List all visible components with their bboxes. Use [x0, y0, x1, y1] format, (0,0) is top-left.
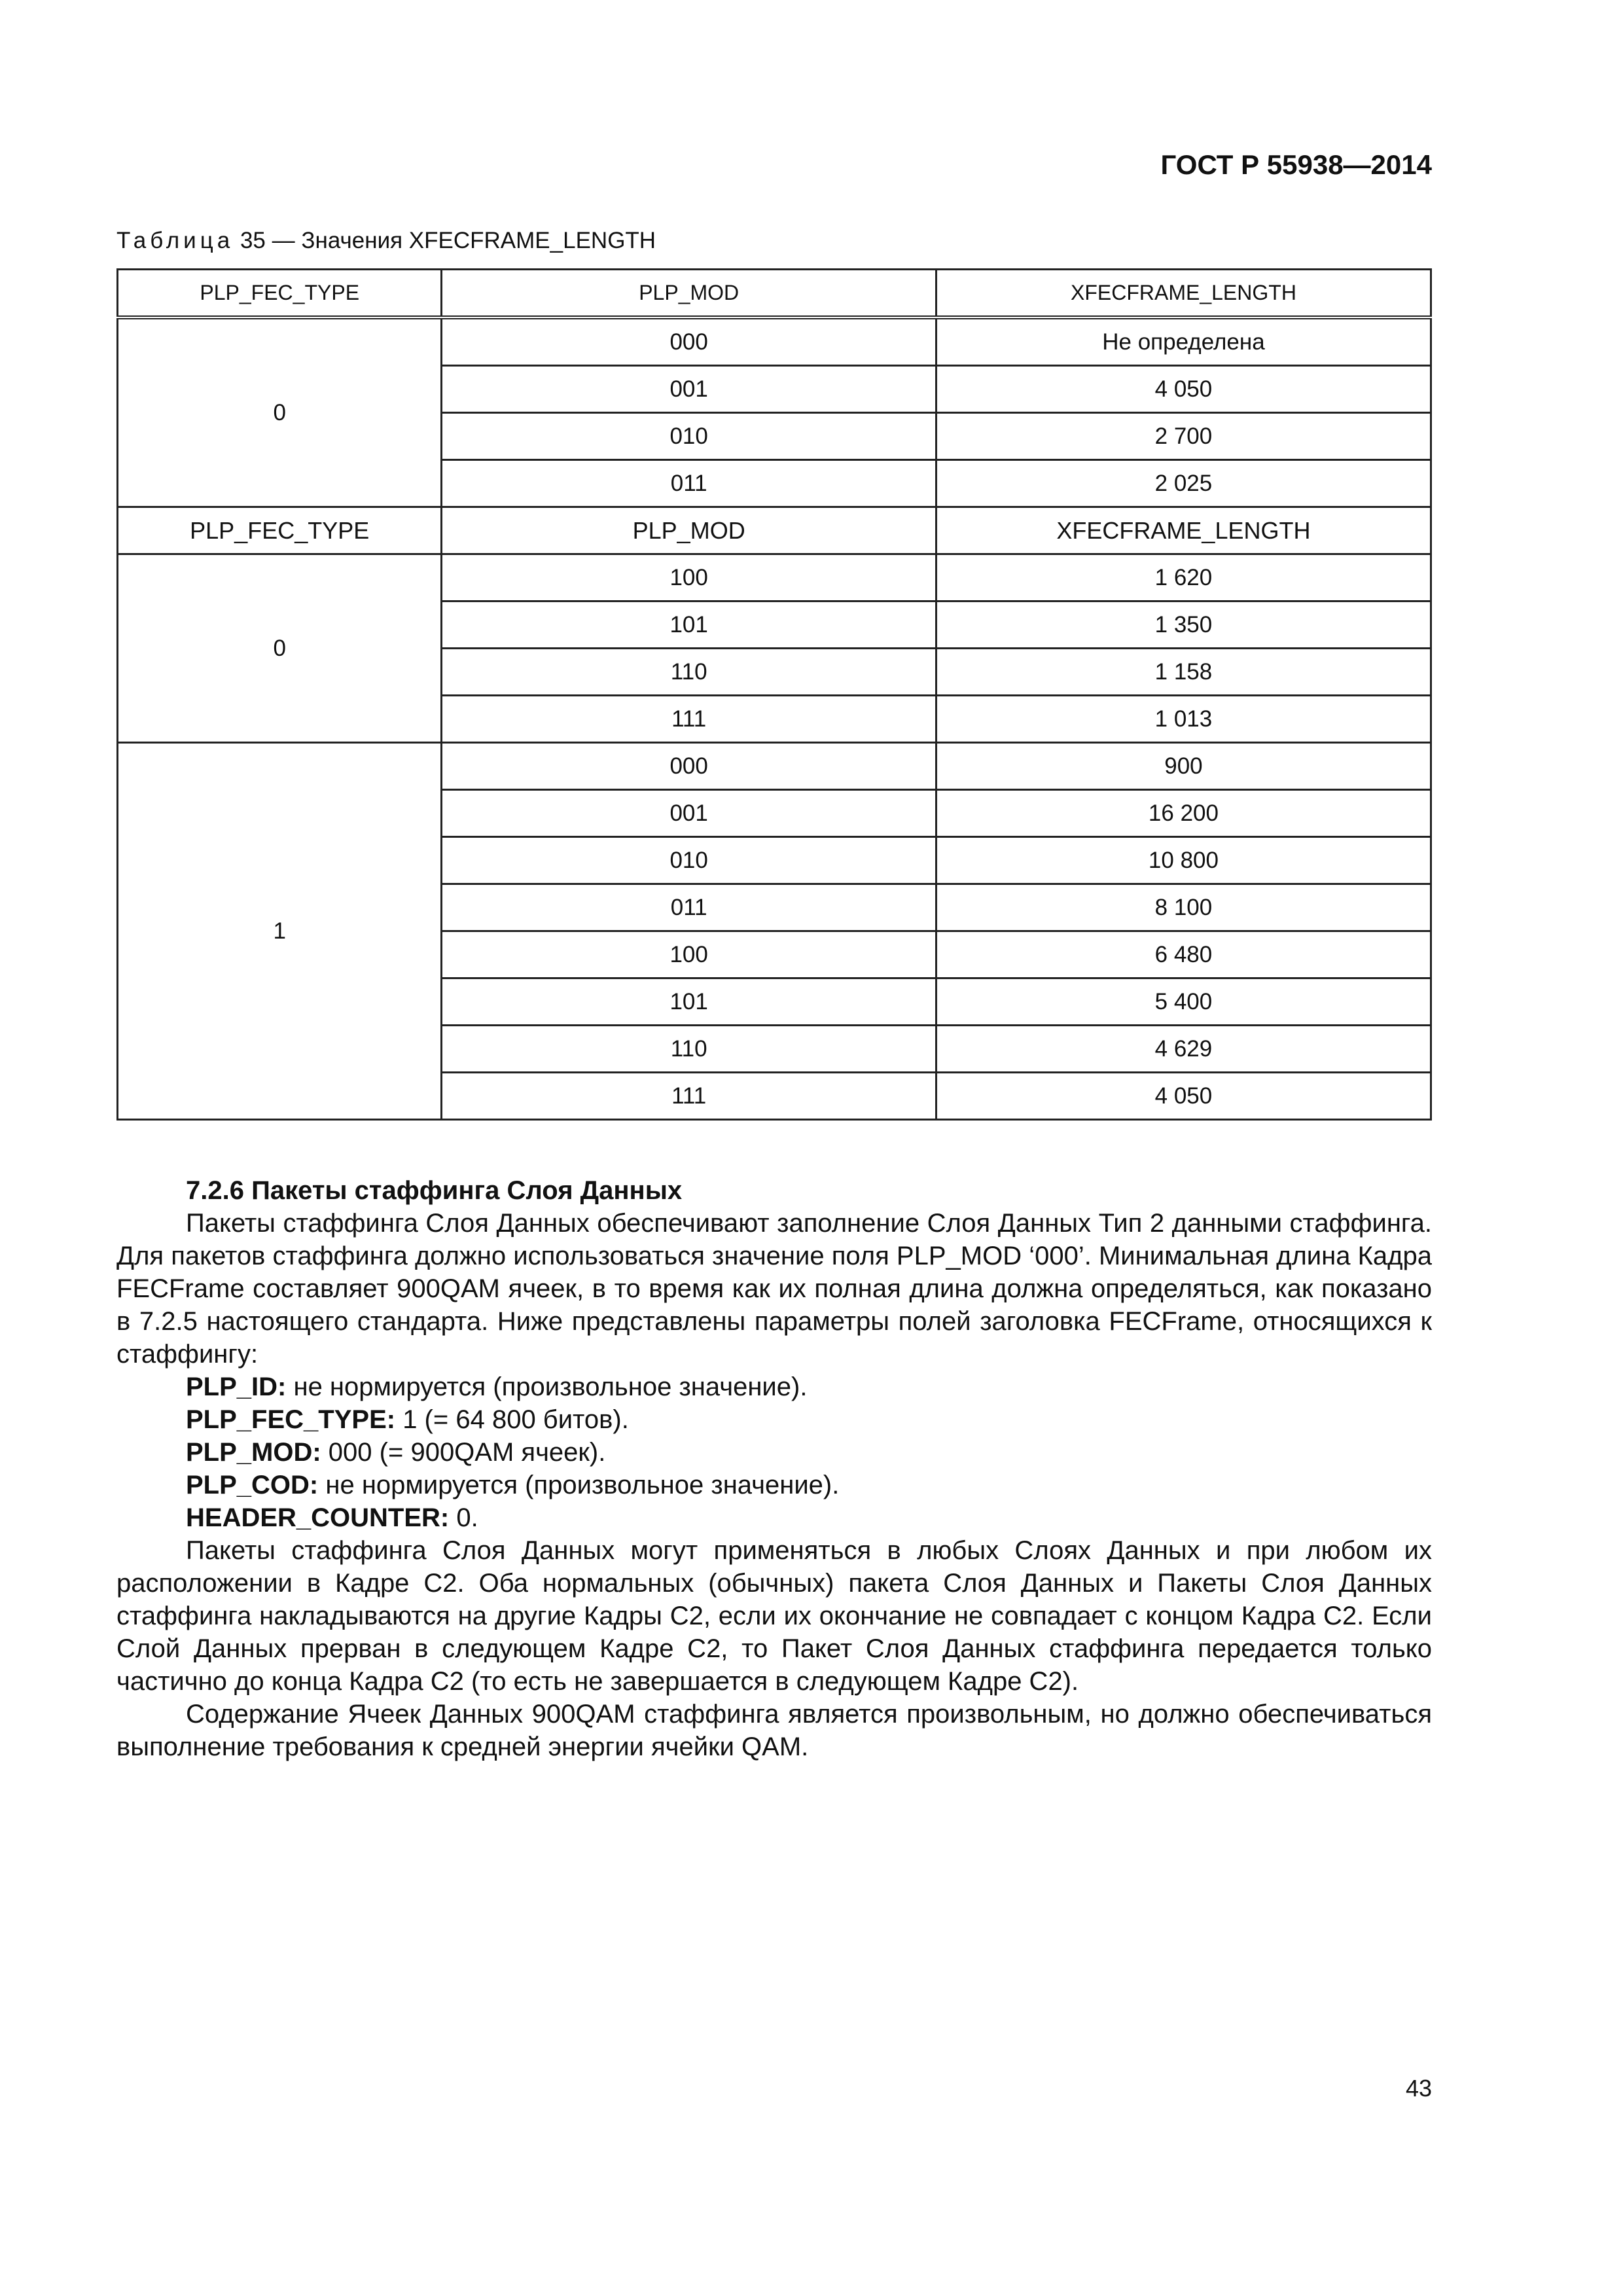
- xfecframe-length-cell: 6 480: [936, 931, 1431, 978]
- param-name: HEADER_COUNTER:: [186, 1503, 450, 1532]
- param-name: PLP_MOD:: [186, 1438, 321, 1467]
- xfecframe-length-cell: 4 629: [936, 1026, 1431, 1073]
- param-line: [116, 1371, 1432, 1403]
- xfecframe-length-cell: 4 050: [936, 1073, 1431, 1120]
- param-value: не нормируется (произвольное значение).: [286, 1372, 808, 1401]
- param-line: [116, 1403, 1432, 1436]
- section-heading: 7.2.6 Пакеты стаффинга Слоя Данных: [186, 1176, 683, 1205]
- xfecframe-length-cell: 1 013: [936, 696, 1431, 743]
- section-7-2-6: [116, 1174, 1432, 1763]
- subheader-xfecframe-length: XFECFRAME_LENGTH: [936, 507, 1431, 554]
- param-line: [116, 1436, 1432, 1469]
- document-standard-number: ГОСТ Р 55938—2014: [1160, 149, 1432, 180]
- xfecframe-length-cell: 2 700: [936, 413, 1431, 460]
- table-caption-label: Таблица: [116, 228, 234, 253]
- column-header-plp-mod: PLP_MOD: [442, 270, 936, 318]
- xfecframe-length-cell: 5 400: [936, 978, 1431, 1026]
- column-header-xfecframe-length: XFECFRAME_LENGTH: [936, 270, 1431, 318]
- plp-mod-cell: 011: [442, 460, 936, 507]
- xfecframe-length-table: [116, 268, 1432, 1121]
- param-name: PLP_ID:: [186, 1372, 287, 1401]
- table-header-row: [118, 270, 1431, 318]
- plp-mod-cell: 101: [442, 978, 936, 1026]
- plp-mod-cell: 010: [442, 413, 936, 460]
- table-caption-dash: —: [272, 228, 295, 253]
- param-line: [116, 1469, 1432, 1501]
- param-value: 1 (= 64 800 битов).: [395, 1405, 629, 1434]
- xfecframe-length-cell: 16 200: [936, 790, 1431, 837]
- plp-mod-cell: 011: [442, 884, 936, 931]
- section-paragraph: Пакеты стаффинга Слоя Данных могут применяться в любых Слоях Данных и при любом их расположении в Кадре С2. Оба нормальных (обычных) пакета Слоя Данных и Пакеты Слоя Данных стаффинга накладываются на другие Кадры С2, если их окончание не совпадает с концом Кадра С2. Если Слой Данных прерван в следующем Кадре С2, то Пакет Слоя Данных стаффинга передается только частично до конца Кадра С2 (то есть не завершается в следующем Кадре С2).: [116, 1536, 1432, 1696]
- fec-type-cell: 0: [118, 554, 442, 743]
- param-name: PLP_COD:: [186, 1471, 319, 1499]
- plp-mod-cell: 100: [442, 931, 936, 978]
- table-row: [118, 554, 1431, 601]
- param-value: 0.: [449, 1503, 478, 1532]
- table-caption-number: 35: [240, 228, 266, 253]
- plp-mod-cell: 001: [442, 790, 936, 837]
- xfecframe-length-cell: 10 800: [936, 837, 1431, 884]
- xfecframe-length-cell: 2 025: [936, 460, 1431, 507]
- xfecframe-length-cell: 1 158: [936, 649, 1431, 696]
- param-name: PLP_FEC_TYPE:: [186, 1405, 396, 1434]
- table-subheader-row: [118, 507, 1431, 554]
- table-caption-text: Значения XFECFRAME_LENGTH: [301, 228, 656, 253]
- plp-mod-cell: 111: [442, 696, 936, 743]
- column-header-plp-fec-type: PLP_FEC_TYPE: [118, 270, 442, 318]
- plp-mod-cell: 010: [442, 837, 936, 884]
- subheader-plp-mod: PLP_MOD: [442, 507, 936, 554]
- plp-mod-cell: 111: [442, 1073, 936, 1120]
- subheader-plp-fec-type: PLP_FEC_TYPE: [118, 507, 442, 554]
- xfecframe-length-cell: 1 620: [936, 554, 1431, 601]
- section-paragraph: Пакеты стаффинга Слоя Данных обеспечивают заполнение Слоя Данных Тип 2 данными стаффинга. Для пакетов стаффинга должно использоваться значение поля PLP_MOD ‘000’. Минимальная длина Кадра FECFrame составляет 900QAM ячеек, в то время как их полная длина должна определяться, как показано в 7.2.5 настоящего стандарта. Ниже представлены параметры полей заголовка FECFrame, относящихся к стаффингу:: [116, 1209, 1432, 1369]
- plp-mod-cell: 101: [442, 601, 936, 649]
- xfecframe-length-cell: 4 050: [936, 366, 1431, 413]
- param-line: [116, 1501, 1432, 1534]
- xfecframe-length-cell: 1 350: [936, 601, 1431, 649]
- param-value: 000 (= 900QAM ячеек).: [321, 1438, 606, 1467]
- plp-mod-cell: 000: [442, 317, 936, 366]
- fec-type-cell: 0: [118, 317, 442, 507]
- section-paragraph: Содержание Ячеек Данных 900QAM стаффинга является произвольным, но должно обеспечиваться выполнение требования к средней энергии ячейки QAM.: [116, 1700, 1432, 1761]
- xfecframe-length-cell: Не определена: [936, 317, 1431, 366]
- page-number: 43: [1405, 2075, 1432, 2102]
- table-row: [118, 743, 1431, 790]
- plp-mod-cell: 100: [442, 554, 936, 601]
- plp-mod-cell: 001: [442, 366, 936, 413]
- plp-mod-cell: 110: [442, 649, 936, 696]
- plp-mod-cell: 000: [442, 743, 936, 790]
- xfecframe-length-cell: 8 100: [936, 884, 1431, 931]
- fec-type-cell: 1: [118, 743, 442, 1120]
- xfecframe-length-cell: 900: [936, 743, 1431, 790]
- param-value: не нормируется (произвольное значение).: [318, 1471, 840, 1499]
- plp-mod-cell: 110: [442, 1026, 936, 1073]
- table-row: [118, 317, 1431, 366]
- table-caption: [116, 228, 656, 254]
